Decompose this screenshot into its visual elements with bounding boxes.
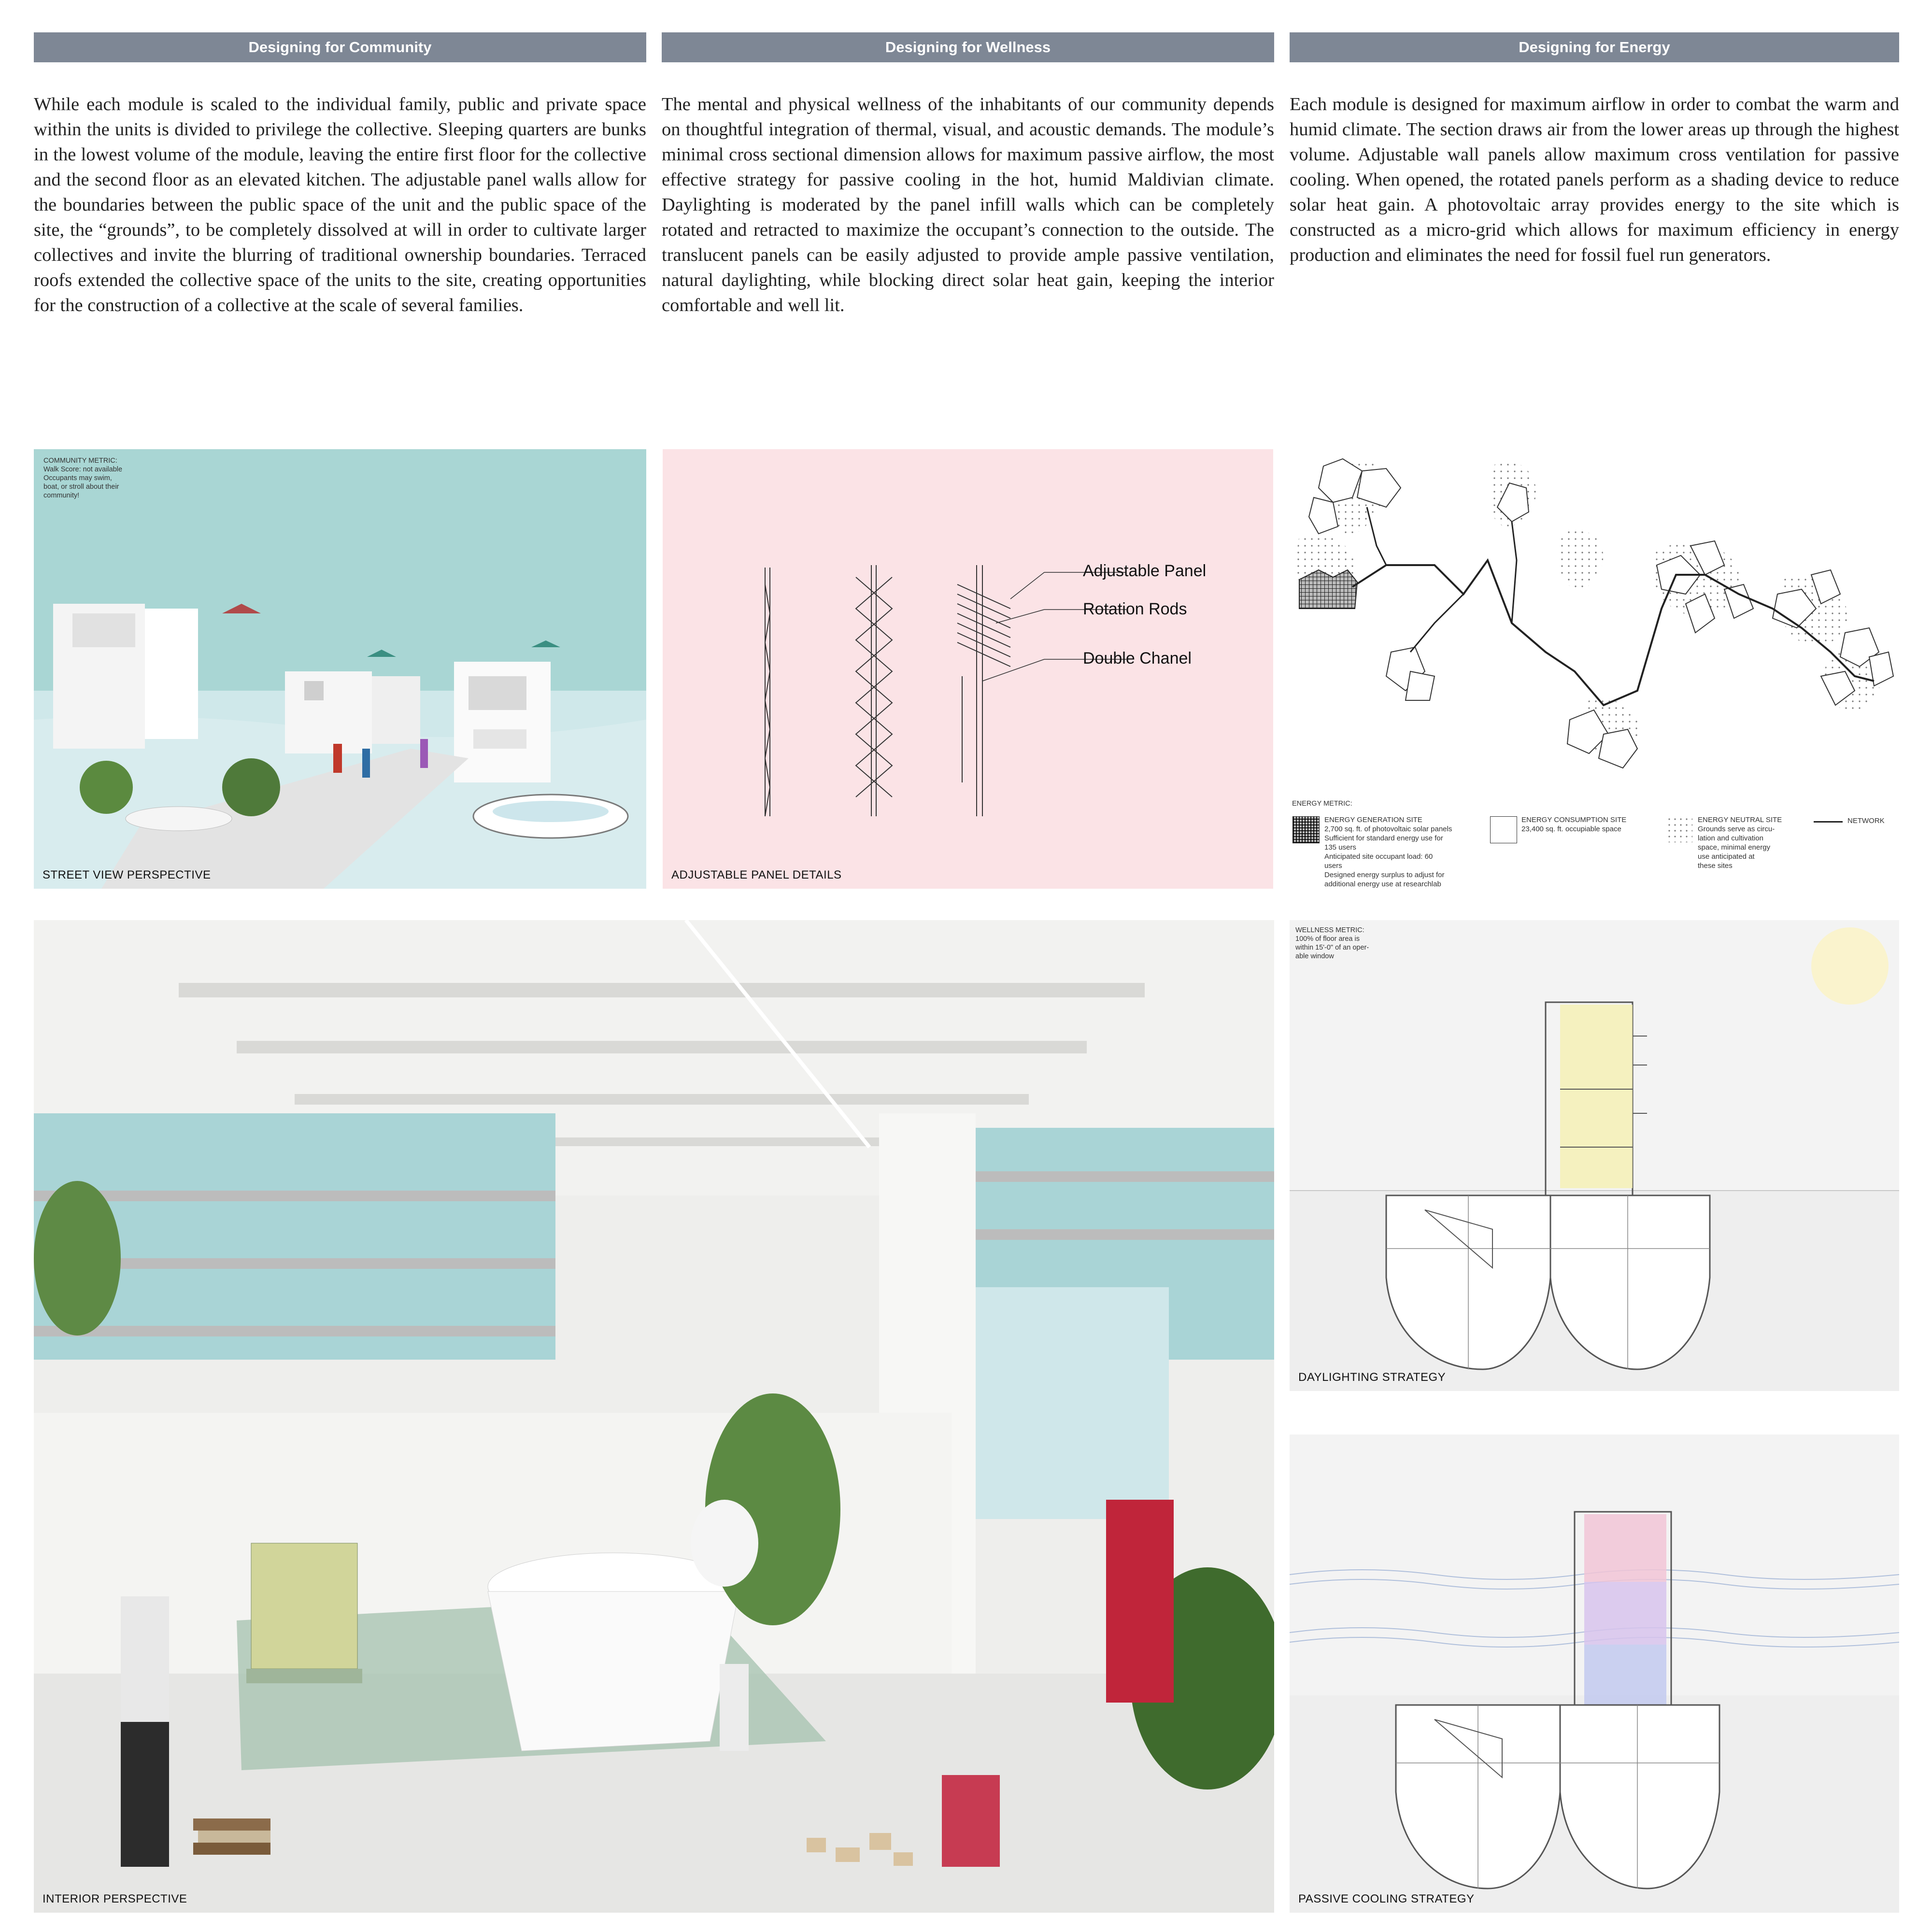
community-metric: COMMUNITY METRIC: Walk Score: not available Occupants may swim, boat, or stroll about their community! <box>43 457 123 499</box>
generation-swatch <box>1293 816 1320 843</box>
legend-neutral-title: ENERGY NEUTRAL SITE <box>1698 816 1782 824</box>
header-wellness <box>662 32 1274 62</box>
community-paragraph: While each module is scaled to the individual family, public and private space within the units is divided to privilege the collective. Sleeping quarters are bunks in the lowest volume of the module, leaving the entire first floor for the collective and the second floor as an elevated kitchen. The adjustable panel walls allow for the boundaries between the public space of the unit and the public space of the site, the “grounds”, to be completely dissolved at will in order to cultivate larger collectives and invite the blurring of traditional ownership boundaries. Terraced roofs extended the collective space of the units to the site, creating opportunities for the construction of a collective at the scale of several families. <box>34 94 646 315</box>
energy-network-map <box>1290 449 1899 816</box>
street-view-render <box>34 449 646 889</box>
header-energy <box>1290 32 1899 62</box>
legend-generation-text: 2,700 sq. ft. of photovoltaic solar panels Sufficient for standard energy use for 135 users Anticipated site occupant load: 60 users Designed energy surplus to adjust for additional energy use at researchlab <box>1324 825 1452 888</box>
header-energy-label: Designing for Energy <box>1519 39 1670 56</box>
consumption-swatch <box>1490 816 1517 843</box>
energy-metric-title: ENERGY METRIC: <box>1292 800 1352 808</box>
neutral-swatch <box>1666 816 1692 842</box>
street-view-label: STREET VIEW PERSPECTIVE <box>43 868 211 881</box>
interior-render <box>34 920 1274 1913</box>
energy-map-panel <box>1290 449 1899 816</box>
daylighting-section <box>1290 920 1899 1391</box>
daylighting-panel <box>1290 920 1899 1391</box>
panel-details-drawing <box>663 449 1273 889</box>
callout-rotation-rods: Rotation Rods <box>1083 600 1187 618</box>
network-swatch <box>1814 821 1843 823</box>
legend-generation <box>1324 815 1469 889</box>
wellness-paragraph: The mental and physical wellness of the inhabitants of our community depends on thoughtful integration of thermal, visual, and acoustic demands. The module’s minimal cross sectional dimension allows for maximum passive airflow, the most effective strategy for passive cooling in the hot, humid Maldivian climate. Daylighting is moderated by the panel infill walls which can be completely rotated and retracted to maximize the occupant’s connection to the outside. The translucent panels can be easily adjusted to provide ample passive ventilation, natural daylighting, while blocking direct solar heat gain, keeping the interior comfortable and well lit. <box>662 94 1274 315</box>
cooling-panel <box>1290 1435 1899 1913</box>
cooling-label: PASSIVE COOLING STRATEGY <box>1298 1892 1475 1905</box>
panel-details-label: ADJUSTABLE PANEL DETAILS <box>671 868 842 881</box>
interior-label: INTERIOR PERSPECTIVE <box>43 1892 187 1905</box>
panel-details-panel <box>663 449 1273 889</box>
legend-consumption <box>1521 815 1657 834</box>
legend-consumption-text: 23,400 sq. ft. occupiable space <box>1521 825 1621 833</box>
header-wellness-label: Designing for Wellness <box>885 39 1051 56</box>
callout-adjustable-panel: Adjustable Panel <box>1083 562 1207 580</box>
street-view-panel <box>34 449 646 889</box>
interior-panel <box>34 920 1274 1913</box>
header-community <box>34 32 646 62</box>
legend-neutral <box>1698 815 1804 870</box>
legend-network <box>1847 816 1896 825</box>
header-community-label: Designing for Community <box>248 39 432 56</box>
daylighting-label: DAYLIGHTING STRATEGY <box>1298 1371 1446 1384</box>
legend-network-title: NETWORK <box>1847 817 1885 825</box>
callout-double-chanel: Double Chanel <box>1083 649 1192 668</box>
energy-paragraph: Each module is designed for maximum airflow in order to combat the warm and humid climate. The section draws air from the lower areas up through the highest volume. Adjustable wall panels allow maximum cross ventilation for passive cooling. When opened, the rotated panels perform as a shading device to reduce solar heat gain. A photovoltaic array provides energy to the site which is constructed as a micro-grid which allows for maximum efficiency in energy production and eliminates the need for fossil fuel run generators. <box>1290 94 1899 265</box>
cooling-section <box>1290 1435 1899 1913</box>
wellness-metric: WELLNESS METRIC: 100% of floor area is within 15'-0" of an oper- able window <box>1295 926 1369 960</box>
legend-consumption-title: ENERGY CONSUMPTION SITE <box>1521 816 1627 824</box>
legend-neutral-text: Grounds serve as circu- lation and cultivation space, minimal energy use anticipated at these sites <box>1698 825 1775 870</box>
legend-generation-title: ENERGY GENERATION SITE <box>1324 816 1422 824</box>
